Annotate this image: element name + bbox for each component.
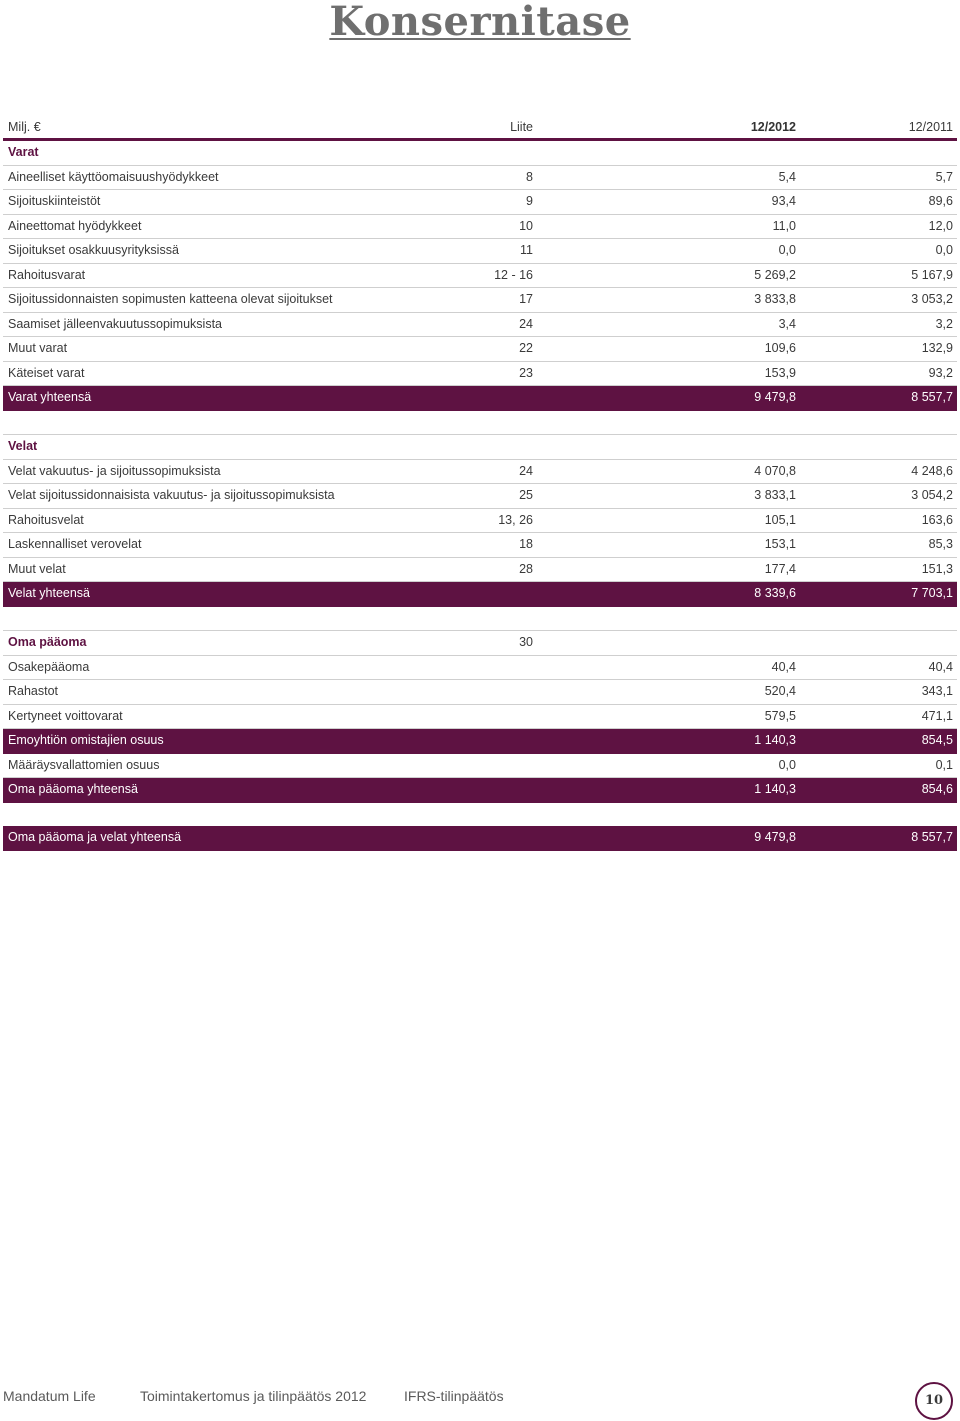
liabilities-heading: Velat: [8, 439, 38, 453]
value-2011: 12,0: [928, 218, 953, 233]
spacer: [3, 607, 957, 632]
row-label: Rahoitusvelat: [8, 512, 84, 527]
row-label: Sijoitukset osakkuusyrityksissä: [8, 243, 179, 257]
row-label: Muut velat: [8, 561, 66, 576]
liabilities-heading-row: [3, 435, 957, 460]
assets-heading: Varat: [8, 145, 39, 159]
value-2011: 471,1: [921, 708, 953, 723]
value-2011: 151,3: [921, 561, 953, 576]
value-2011: 163,6: [921, 512, 953, 527]
value-2011: 3,2: [935, 316, 953, 331]
value-2012: 153,1: [764, 537, 796, 551]
row-label: Velat sijoitussidonnaisista vakuutus- ja sijoitussopimuksista: [8, 488, 335, 502]
parent-share-2012: 1 140,3: [754, 733, 796, 747]
grand-total-row: [3, 826, 957, 851]
value-2011: 5 167,9: [911, 267, 953, 282]
total-label: Velat yhteensä: [8, 586, 91, 600]
note-ref: 10: [519, 218, 533, 233]
col-2011-header: 12/2011: [908, 120, 953, 134]
table-row: [3, 239, 957, 264]
total-label: Varat yhteensä: [8, 390, 92, 404]
row-label: Rahoitusvarat: [8, 267, 86, 282]
note-column-header: Liite: [510, 120, 533, 134]
value-2012: 153,9: [764, 365, 796, 380]
total-2012: 1 140,3: [754, 782, 796, 796]
row-label: Kertyneet voittovarat: [8, 708, 123, 723]
value-2012: 5,4: [778, 169, 796, 184]
total-label: Oma pääoma yhteensä: [8, 782, 138, 796]
row-label: Aineettomat hyödykkeet: [8, 218, 142, 233]
value-2011: 85,3: [928, 537, 953, 551]
parent-share-label: Emoyhtiön omistajien osuus: [8, 733, 164, 747]
footer-section: IFRS-tilinpäätös: [404, 1388, 504, 1404]
assets-total-row: [3, 386, 957, 411]
note-ref: 22: [519, 341, 533, 355]
table-row: [3, 509, 957, 534]
row-label: Sijoitussidonnaisten sopimusten katteena olevat sijoitukset: [8, 292, 333, 306]
value-2012: 520,4: [764, 684, 796, 698]
equity-total-row: [3, 778, 957, 803]
row-label: Käteiset varat: [8, 365, 85, 380]
col-2012-header: 12/2012: [750, 120, 796, 134]
value-2011: 132,9: [921, 341, 953, 355]
table-row: [3, 680, 957, 705]
value-2012: 11,0: [772, 218, 796, 233]
value-2011: 4 248,6: [911, 463, 953, 478]
row-label: Muut varat: [8, 341, 68, 355]
value-2011: 40,4: [928, 659, 953, 674]
table-row: [3, 460, 957, 485]
value-2012: 4 070,8: [754, 463, 796, 478]
parent-share-2011: 854,5: [921, 733, 953, 747]
value-2011: 343,1: [921, 684, 953, 698]
row-label: Osakepääoma: [8, 659, 90, 674]
equity-note: 30: [519, 635, 533, 649]
minority-2012: 0,0: [778, 757, 796, 772]
assets-heading-row: [3, 141, 957, 166]
minority-label: Määräysvallattomien osuus: [8, 757, 160, 772]
total-2012: 9 479,8: [754, 390, 796, 404]
unit-label: Milj. €: [8, 120, 41, 134]
grand-total-label: Oma pääoma ja velat yhteensä: [8, 830, 182, 844]
note-ref: 13, 26: [498, 512, 533, 527]
value-2011: 5,7: [935, 169, 953, 184]
table-row: [3, 656, 957, 681]
note-ref: 28: [519, 561, 533, 576]
value-2012: 177,4: [764, 561, 796, 576]
value-2011: 89,6: [928, 194, 953, 208]
row-label: Laskennalliset verovelat: [8, 537, 142, 551]
total-2011: 854,6: [921, 782, 953, 796]
parent-share-row: [3, 729, 957, 754]
total-2011: 7 703,1: [911, 586, 953, 600]
note-ref: 17: [519, 292, 533, 306]
footer-company: Mandatum Life: [3, 1388, 96, 1404]
table-row: [3, 313, 957, 338]
note-ref: 12 - 16: [494, 267, 533, 282]
row-label: Velat vakuutus- ja sijoitussopimuksista: [8, 463, 221, 478]
value-2012: 579,5: [764, 708, 796, 723]
note-ref: 24: [519, 463, 533, 478]
minority-row: [3, 754, 957, 779]
value-2011: 0,0: [935, 243, 953, 257]
value-2012: 40,4: [771, 659, 796, 674]
equity-heading-row: [3, 631, 957, 656]
liabilities-total-row: [3, 582, 957, 607]
value-2012: 3 833,1: [754, 488, 796, 502]
row-label: Sijoituskiinteistöt: [8, 194, 101, 208]
spacer: [3, 803, 957, 827]
value-2012: 109,6: [764, 341, 796, 355]
total-2011: 8 557,7: [911, 390, 953, 404]
balance-sheet-table: [3, 116, 957, 851]
table-row: [3, 166, 957, 191]
table-row: [3, 533, 957, 558]
row-label: Saamiset jälleenvakuutussopimuksista: [8, 316, 222, 331]
note-ref: 24: [519, 316, 533, 331]
page-number: 10: [915, 1382, 953, 1420]
footer-report: Toimintakertomus ja tilinpäätös 2012: [140, 1388, 367, 1404]
equity-heading: Oma pääoma: [8, 635, 87, 649]
value-2012: 5 269,2: [754, 267, 796, 282]
value-2012: 105,1: [764, 512, 796, 527]
table-row: [3, 190, 957, 215]
table-row: [3, 362, 957, 387]
table-row: [3, 558, 957, 583]
table-row: [3, 484, 957, 509]
value-2011: 3 054,2: [911, 488, 953, 502]
table-row: [3, 264, 957, 289]
page-title: [0, 0, 960, 44]
table-row: [3, 288, 957, 313]
grand-total-2012: 9 479,8: [754, 830, 796, 844]
note-ref: 9: [526, 194, 533, 208]
row-label: Rahastot: [8, 684, 59, 698]
note-ref: 23: [519, 365, 533, 380]
table-row: [3, 337, 957, 362]
value-2012: 3,4: [778, 316, 796, 331]
note-ref: 18: [519, 537, 533, 551]
note-ref: 8: [526, 169, 533, 184]
page-title-text: Konsernitase: [329, 0, 631, 45]
total-2012: 8 339,6: [754, 586, 796, 600]
note-ref: 11: [520, 243, 533, 257]
minority-2011: 0,1: [935, 757, 953, 772]
spacer: [3, 411, 957, 436]
note-ref: 25: [519, 488, 533, 502]
value-2012: 0,0: [778, 243, 796, 257]
table-row: [3, 215, 957, 240]
table-row: [3, 705, 957, 730]
grand-total-2011: 8 557,7: [911, 830, 953, 844]
value-2012: 3 833,8: [754, 292, 796, 306]
value-2011: 3 053,2: [911, 292, 953, 306]
value-2012: 93,4: [771, 194, 796, 208]
row-label: Aineelliset käyttöomaisuushyödykkeet: [8, 169, 219, 184]
table-header-row: [3, 116, 957, 141]
value-2011: 93,2: [928, 365, 953, 380]
